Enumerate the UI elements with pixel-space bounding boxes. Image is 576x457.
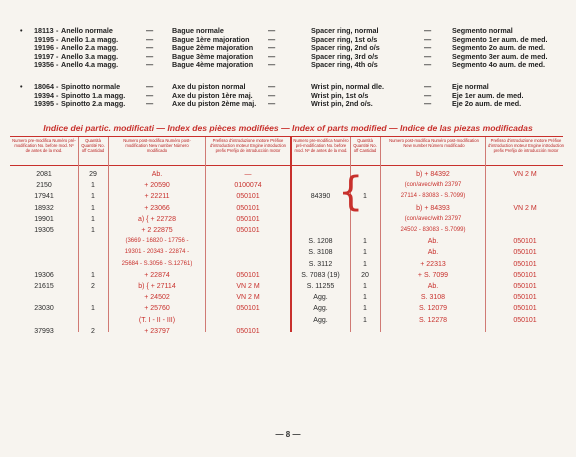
cell-pre-mod: 19306 (34, 271, 54, 279)
dash: — (146, 26, 154, 35)
spanish-desc: Segmento 4o aum. de med. (452, 60, 546, 70)
cell-pre-mod: S. 7083 (19) (301, 271, 340, 279)
cell-engine-prefix: 050101 (513, 260, 537, 268)
cell-post-mod: S. 3108 (420, 294, 446, 302)
col-header-qty: Quantità Quantité No. off Cantidad (353, 138, 377, 153)
dash: — (146, 34, 154, 44)
cell-engine-prefix: 050101 (236, 227, 260, 234)
dash: — (146, 60, 154, 70)
cell-qty: 1 (91, 193, 95, 201)
cell-pre-mod: 19901 (34, 215, 54, 223)
part-code: 19195 (34, 34, 54, 44)
italian-desc: Spinotto 2.a magg. (61, 99, 126, 109)
spanish-desc: Segmento 2o aum. de med. (452, 43, 546, 53)
cell-engine-prefix: 050101 (236, 327, 260, 335)
french-desc: Axe du piston normal (172, 82, 246, 91)
cell-engine-prefix: VN 2 M (236, 283, 260, 290)
italian-desc: Anello 1.a magg. (61, 34, 119, 44)
cell-qty: 29 (89, 171, 97, 178)
col-divider (108, 137, 109, 332)
french-desc: Axe du piston 2ème maj. (172, 99, 257, 109)
dash: — (146, 99, 154, 109)
cell-engine-prefix: VN 2 M (513, 171, 537, 178)
spanish-desc: Eje 1er aum. de med. (452, 90, 524, 100)
cell-engine-prefix: VN 2 M (236, 294, 260, 302)
part-code: 18113 (34, 26, 54, 35)
cell-post-mod: + 22874 (144, 271, 170, 279)
col-header-post-mod: Numero post-modifica Numéro post-modification New number Número modificado (123, 138, 191, 153)
cell-post-mod: (3669 - 16820 - 17756 - (125, 238, 189, 245)
spanish-desc: Segmento 1er aum. de med. (452, 34, 548, 44)
english-desc: Wrist pin, 2nd o/s. (311, 99, 373, 109)
cell-engine-prefix: — (244, 171, 252, 178)
dash: — (146, 90, 154, 100)
cell-qty: 1 (363, 193, 367, 201)
cell-pre-mod: 23030 (34, 305, 54, 313)
dash: — (268, 26, 276, 35)
dash: — (146, 51, 154, 61)
cell-qty: 1 (363, 260, 367, 268)
col-header-engine-prefix: Prefisso d'introduzione motore Préfixe d'introduction moteur Engine introduction prefix Prefijo de introducción motor (210, 138, 286, 153)
cell-pre-mod: Agg. (313, 305, 328, 313)
cell-post-mod: Ab. (427, 249, 439, 257)
french-desc: Axe du piston 1ère maj. (172, 90, 253, 100)
table-center-divider (290, 137, 292, 332)
cell-qty: 1 (363, 316, 367, 324)
english-desc: Spacer ring, 3rd o/s (311, 51, 379, 61)
cell-qty: 1 (363, 283, 367, 290)
dash: — (424, 99, 432, 109)
col-divider (485, 137, 486, 332)
cell-qty: 1 (91, 271, 95, 279)
english-desc: Wrist pin, normal dle. (311, 82, 384, 91)
english-desc: Spacer ring, 1st o/s (311, 34, 378, 44)
cell-engine-prefix: 050101 (513, 294, 537, 302)
cell-qty: 1 (91, 215, 95, 223)
bullet: • (20, 26, 23, 35)
dash: — (268, 43, 276, 53)
cell-engine-prefix: 050101 (236, 204, 260, 212)
cell-qty: 1 (91, 227, 95, 234)
spanish-desc: Eje 2o aum. de med. (452, 99, 522, 109)
cell-post-mod: 27114 - 83083 - S.7099) (400, 193, 466, 200)
cell-qty: 1 (363, 249, 367, 257)
dash: — (424, 82, 432, 91)
cell-qty: 20 (361, 271, 369, 279)
part-code: 19196 (34, 43, 54, 53)
cell-post-mod: (T. I - II - III) (138, 316, 176, 324)
dash: — (268, 34, 276, 44)
col-divider (205, 137, 206, 332)
separator: - (56, 60, 59, 70)
cell-post-mod: S. 12278 (418, 316, 448, 324)
separator: - (56, 43, 59, 53)
cell-post-mod: Ab. (151, 171, 163, 178)
cell-post-mod: 25684 - S.3056 - S.12761) (121, 260, 193, 267)
cell-post-mod: b) + 84392 (416, 171, 450, 178)
italian-desc: Spinotto normale (61, 82, 121, 91)
separator: - (56, 82, 59, 91)
french-desc: Bague 1ère majoration (172, 34, 250, 44)
dash: — (268, 60, 276, 70)
cell-qty: 1 (363, 305, 367, 313)
cell-engine-prefix: 050101 (236, 193, 260, 201)
cell-qty: 2 (91, 283, 95, 290)
dash: — (146, 82, 154, 91)
dash: — (268, 99, 276, 109)
col-header-post-mod: Numero post-modifica Numéro post-modification New number Número modificado (389, 138, 479, 148)
french-desc: Bague normale (172, 26, 224, 35)
cell-pre-mod: 2150 (36, 182, 52, 190)
dash: — (424, 34, 432, 44)
cell-engine-prefix: 050101 (513, 238, 537, 246)
cell-pre-mod: 2081 (36, 171, 52, 178)
cell-engine-prefix: 0100074 (234, 182, 262, 190)
part-code: 19395 (34, 99, 54, 109)
french-desc: Bague 4ème majoration (172, 60, 254, 70)
separator: - (56, 99, 59, 109)
cell-qty: 1 (91, 204, 95, 212)
col-divider (78, 137, 79, 332)
dash: — (268, 90, 276, 100)
dash: — (424, 43, 432, 53)
cell-pre-mod: S. 3112 (308, 260, 333, 268)
italian-desc: Anello 2.a magg. (61, 43, 119, 53)
cell-post-mod: b) + 84393 (416, 204, 450, 212)
cell-engine-prefix: 050101 (513, 249, 537, 257)
cell-post-mod: + 2 22875 (141, 227, 173, 234)
english-desc: Wrist pin, 1st o/s (311, 90, 369, 100)
cell-pre-mod: S. 1208 (308, 238, 333, 246)
index-title: Indice dei partic. modificati — Index des pièces modifiées — Index of parts modified — Indice de las piezas modificadas (43, 123, 533, 133)
cell-post-mod: 19301 - 20343 - 22874 - (124, 249, 190, 256)
table-header-rule (10, 165, 563, 166)
cell-post-mod: S. 12079 (418, 305, 448, 313)
cell-engine-prefix: 050101 (513, 271, 537, 279)
bullet: • (20, 82, 23, 91)
dash: — (424, 90, 432, 100)
cell-pre-mod: 19305 (34, 227, 54, 234)
cell-engine-prefix: VN 2 M (513, 204, 537, 212)
cell-pre-mod: 17941 (34, 193, 54, 201)
cell-pre-mod: S. 3108 (308, 249, 333, 257)
cell-pre-mod: S. 11255 (306, 283, 335, 290)
dash: — (268, 82, 276, 91)
part-code: 19394 (34, 90, 54, 100)
dash: — (424, 60, 432, 70)
part-code: 19197 (34, 51, 54, 61)
cell-post-mod: (con/avec/with 23797 (404, 215, 462, 222)
part-code: 18064 (34, 82, 54, 91)
italian-desc: Anello 3.a magg. (61, 51, 119, 61)
cell-post-mod: + S. 7099 (417, 271, 449, 279)
cell-pre-mod: 18932 (34, 204, 54, 212)
cell-qty: 1 (363, 238, 367, 246)
cell-post-mod: + 22313 (420, 260, 446, 268)
part-code: 19356 (34, 60, 54, 70)
cell-pre-mod: Agg. (313, 316, 328, 324)
english-desc: Spacer ring, normal (311, 26, 379, 35)
italian-desc: Anello 4.a magg. (61, 60, 119, 70)
dash: — (424, 26, 432, 35)
dash: — (268, 51, 276, 61)
cell-post-mod: (con/avec/with 23797 (404, 182, 462, 189)
spanish-desc: Segmento normal (452, 26, 513, 35)
col-header-pre-mod: Numero pre-modifica Numéro pré-modification No. before mod. Nº de antes de la mod. (12, 138, 76, 153)
cell-pre-mod: 37993 (34, 327, 54, 335)
cell-engine-prefix: 050101 (513, 283, 537, 290)
cell-qty: 1 (91, 305, 95, 313)
cell-qty: 2 (91, 327, 95, 335)
cell-qty: 1 (363, 294, 367, 302)
cell-pre-mod: 21615 (34, 283, 54, 290)
cell-pre-mod: Agg. (313, 294, 328, 302)
cell-engine-prefix: 050101 (236, 271, 260, 279)
cell-post-mod: + 22211 (144, 193, 170, 201)
separator: - (56, 26, 59, 35)
separator: - (56, 34, 59, 44)
separator: - (56, 90, 59, 100)
spanish-desc: Eje normal (452, 82, 489, 91)
cell-post-mod: + 23066 (144, 204, 170, 212)
col-header-engine-prefix: Prefisso d'introduzione motore Préfixe d'introduction moteur Engine introduction prefix Prefijo de introducción motor (488, 138, 564, 153)
cell-post-mod: + 25760 (144, 305, 170, 313)
cell-post-mod: + 20590 (144, 182, 170, 190)
italian-desc: Anello normale (61, 26, 113, 35)
italian-desc: Spinotto 1.a magg. (61, 90, 126, 100)
cell-post-mod: a) { + 22728 (138, 215, 176, 223)
grouping-brace: { (338, 169, 364, 215)
col-divider (380, 137, 381, 332)
french-desc: Bague 3ème majoration (172, 51, 254, 61)
table-top-rule (10, 136, 563, 137)
cell-engine-prefix: 050101 (236, 305, 260, 313)
cell-engine-prefix: 050101 (513, 316, 537, 324)
cell-engine-prefix: 050101 (513, 305, 537, 313)
separator: - (56, 51, 59, 61)
col-header-pre-mod: Numero pre-modifica Numéro pré-modification No. before mod. Nº de antes de la mod. (293, 138, 349, 153)
english-desc: Spacer ring, 4th o/s (311, 60, 378, 70)
english-desc: Spacer ring, 2nd o/s (311, 43, 380, 53)
col-divider (350, 137, 351, 332)
dash: — (146, 43, 154, 53)
spanish-desc: Segmento 3er aum. de med. (452, 51, 548, 61)
cell-post-mod: Ab. (427, 283, 439, 290)
dash: — (424, 51, 432, 61)
cell-post-mod: + 24502 (144, 294, 170, 302)
cell-post-mod: b) { + 27114 (138, 283, 176, 290)
cell-qty: 1 (91, 182, 95, 190)
col-header-qty: Quantità Quantité No. off Cantidad (81, 138, 105, 153)
cell-post-mod: 24502 - 83083 - S.7099) (400, 227, 466, 233)
cell-post-mod: + 23797 (144, 327, 170, 335)
french-desc: Bague 2ème majoration (172, 43, 254, 53)
cell-pre-mod: 84390 (310, 193, 331, 201)
cell-engine-prefix: 050101 (236, 215, 260, 223)
cell-post-mod: Ab. (427, 238, 439, 246)
page-number: — 8 — (275, 430, 301, 439)
